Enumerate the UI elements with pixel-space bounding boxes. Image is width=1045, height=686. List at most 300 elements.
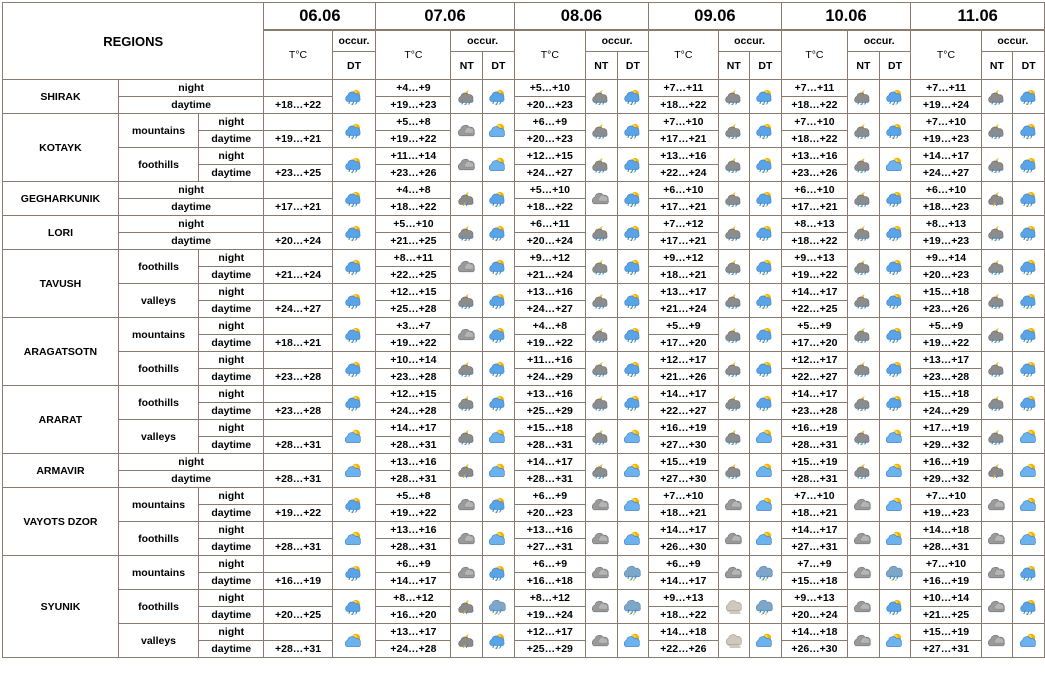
period-label: daytime [199, 131, 264, 148]
temperature-cell: +25…+28 [376, 301, 451, 318]
temperature-cell: +6…+10 [649, 182, 718, 199]
temperature-cell: +18…+22 [649, 607, 718, 624]
rain-cloud-icon [756, 566, 774, 578]
partly-sunny-rain-icon [624, 294, 642, 306]
cloudy-icon [592, 532, 610, 544]
temperature-cell: +28…+31 [376, 471, 451, 488]
partly-sunny-icon [886, 532, 904, 544]
partly-sunny-rain-icon [624, 158, 642, 170]
weather-icon-cell [483, 590, 515, 624]
weather-icon-cell [451, 420, 483, 454]
weather-icon-cell [718, 216, 750, 250]
weather-icon-cell [585, 250, 617, 284]
weather-icon-cell [332, 182, 376, 216]
region-name: SHIRAK [3, 80, 119, 114]
cloudy-icon [725, 532, 743, 544]
temperature-cell: +26…+30 [781, 641, 847, 658]
cloudy-icon [988, 498, 1006, 510]
forecast-row [3, 250, 1045, 267]
partly-sunny-rain-icon [489, 192, 507, 204]
temperature-cell: +13…+16 [781, 148, 847, 165]
temp-header: T°C [264, 30, 332, 80]
weather-icon-cell [332, 250, 376, 284]
temperature-cell: +6…+9 [514, 556, 585, 573]
temperature-cell: +22…+24 [649, 165, 718, 182]
temperature-cell: +19…+23 [376, 97, 451, 114]
partly-cloudy-night-icon [592, 226, 610, 238]
temperature-cell: +18…+22 [649, 97, 718, 114]
temperature-cell: +9…+12 [514, 250, 585, 267]
weather-icon-cell [585, 80, 617, 114]
partly-sunny-rain-icon [1020, 600, 1038, 612]
partly-cloudy-night-icon [592, 158, 610, 170]
forecast-table [2, 2, 1045, 658]
partly-sunny-icon [886, 634, 904, 646]
temperature-cell [264, 386, 332, 403]
subregion-name: foothills [118, 386, 198, 420]
partly-sunny-rain-icon [756, 328, 774, 340]
partly-cloudy-night-icon [458, 226, 476, 238]
temperature-cell: +8…+13 [911, 216, 981, 233]
period-label: night [199, 590, 264, 607]
temperature-cell: +16…+20 [376, 607, 451, 624]
temperature-cell: +28…+31 [911, 539, 981, 556]
partly-cloudy-night-icon [988, 260, 1006, 272]
weather-icon-cell [451, 80, 483, 114]
partly-cloudy-night-icon [854, 124, 872, 136]
nt-header: NT [981, 52, 1013, 80]
partly-cloudy-night-icon [854, 260, 872, 272]
rain-cloud-icon [624, 566, 642, 578]
partly-sunny-icon [1020, 430, 1038, 442]
temperature-cell: +7…+10 [649, 114, 718, 131]
region-name: GEGHARKUNIK [3, 182, 119, 216]
temperature-cell: +14…+18 [911, 522, 981, 539]
temperature-cell: +21…+26 [649, 369, 718, 386]
partly-sunny-rain-icon [886, 90, 904, 102]
partly-sunny-rain-icon [345, 226, 363, 238]
weather-icon-cell [483, 216, 515, 250]
cloudy-icon [458, 328, 476, 340]
partly-sunny-rain-icon [1020, 158, 1038, 170]
weather-icon-cell [718, 284, 750, 318]
weather-icon-cell [718, 318, 750, 352]
partly-cloudy-night-icon [988, 90, 1006, 102]
cloudy-icon [988, 532, 1006, 544]
partly-sunny-rain-icon [756, 294, 774, 306]
dt-header: DT [750, 52, 782, 80]
partly-sunny-icon [886, 430, 904, 442]
forecast-row [3, 80, 1045, 97]
temp-header: T°C [514, 30, 585, 80]
partly-sunny-rain-icon [756, 396, 774, 408]
partly-sunny-icon [489, 430, 507, 442]
cloudy-icon [458, 260, 476, 272]
partly-sunny-icon [756, 634, 774, 646]
date-header: 08.06 [514, 3, 648, 31]
weather-icon-cell [1013, 454, 1045, 488]
partly-sunny-rain-icon [756, 362, 774, 374]
temperature-cell: +9…+14 [911, 250, 981, 267]
weather-icon-cell [718, 182, 750, 216]
weather-icon-cell [718, 352, 750, 386]
partly-sunny-rain-icon [886, 328, 904, 340]
temperature-cell: +27…+31 [911, 641, 981, 658]
temperature-cell: +15…+18 [911, 284, 981, 301]
temperature-cell: +13…+16 [514, 522, 585, 539]
weather-icon-cell [1013, 420, 1045, 454]
weather-icon-cell [981, 284, 1013, 318]
partly-sunny-rain-icon [624, 124, 642, 136]
temperature-cell: +13…+16 [649, 148, 718, 165]
temperature-cell: +15…+19 [781, 454, 847, 471]
weather-icon-cell [879, 352, 911, 386]
temperature-cell: +17…+21 [649, 233, 718, 250]
weather-icon-cell [981, 420, 1013, 454]
weather-icon-cell [750, 420, 782, 454]
weather-icon-cell [451, 352, 483, 386]
weather-icon-cell [451, 114, 483, 148]
weather-icon-cell [981, 556, 1013, 590]
temperature-cell [264, 454, 332, 471]
temperature-cell: +13…+17 [376, 624, 451, 641]
partly-sunny-icon [886, 158, 904, 170]
weather-icon-cell [585, 386, 617, 420]
period-label: daytime [118, 199, 263, 216]
period-label: daytime [199, 369, 264, 386]
temperature-cell: +28…+31 [264, 437, 332, 454]
weather-icon-cell [332, 284, 376, 318]
partly-sunny-rain-icon [1020, 260, 1038, 272]
forecast-row [3, 318, 1045, 335]
partly-sunny-rain-icon [489, 294, 507, 306]
weather-icon-cell [1013, 250, 1045, 284]
partly-sunny-icon [345, 430, 363, 442]
temperature-cell: +21…+25 [376, 233, 451, 250]
weather-icon-cell [585, 182, 617, 216]
partly-cloudy-night-icon [988, 158, 1006, 170]
thunder-night-icon [458, 634, 476, 646]
temperature-cell: +18…+23 [911, 199, 981, 216]
partly-sunny-rain-icon [756, 260, 774, 272]
partly-sunny-icon [886, 464, 904, 476]
weather-icon-cell [617, 114, 649, 148]
temperature-cell: +28…+31 [264, 539, 332, 556]
temperature-cell: +14…+18 [781, 624, 847, 641]
weather-icon-cell [750, 284, 782, 318]
date-header: 07.06 [376, 3, 514, 31]
partly-sunny-rain-icon [345, 192, 363, 204]
period-label: night [199, 318, 264, 335]
temperature-cell: +14…+17 [649, 522, 718, 539]
partly-sunny-rain-icon [489, 260, 507, 272]
temperature-cell: +5…+9 [781, 318, 847, 335]
forecast-row [3, 216, 1045, 233]
partly-sunny-rain-icon [886, 260, 904, 272]
weather-icon-cell [718, 250, 750, 284]
weather-icon-cell [750, 590, 782, 624]
temperature-cell: +7…+10 [911, 556, 981, 573]
weather-icon-cell [981, 114, 1013, 148]
partly-sunny-icon [489, 464, 507, 476]
period-label: daytime [199, 165, 264, 182]
period-label: night [199, 522, 264, 539]
weather-icon-cell [848, 420, 880, 454]
temperature-cell: +6…+9 [376, 556, 451, 573]
temperature-cell: +7…+10 [781, 114, 847, 131]
partly-sunny-icon [624, 464, 642, 476]
weather-icon-cell [617, 420, 649, 454]
weather-icon-cell [718, 488, 750, 522]
temperature-cell: +19…+22 [376, 335, 451, 352]
forecast-row [3, 522, 1045, 539]
weather-icon-cell [617, 318, 649, 352]
occurrence-header: occur. [981, 30, 1044, 52]
weather-icon-cell [617, 624, 649, 658]
partly-cloudy-night-icon [592, 260, 610, 272]
weather-icon-cell [750, 80, 782, 114]
weather-icon-cell [879, 386, 911, 420]
partly-cloudy-night-icon [854, 328, 872, 340]
weather-icon-cell [750, 624, 782, 658]
weather-icon-cell [848, 522, 880, 556]
temperature-cell: +22…+25 [376, 267, 451, 284]
period-label: daytime [199, 607, 264, 624]
weather-icon-cell [1013, 318, 1045, 352]
temperature-cell: +5…+8 [376, 114, 451, 131]
temperature-cell: +22…+27 [649, 403, 718, 420]
weather-icon-cell [483, 148, 515, 182]
weather-icon-cell [585, 590, 617, 624]
forecast-row [3, 556, 1045, 573]
temperature-cell: +16…+18 [514, 573, 585, 590]
temperature-cell: +12…+17 [781, 352, 847, 369]
occurrence-header: occur. [451, 30, 514, 52]
partly-sunny-rain-icon [489, 90, 507, 102]
weather-icon-cell [879, 590, 911, 624]
temperature-cell: +7…+10 [911, 114, 981, 131]
weather-icon-cell [981, 624, 1013, 658]
occurrence-header: occur. [332, 30, 376, 52]
weather-icon-cell [483, 420, 515, 454]
forecast-row [3, 590, 1045, 607]
period-label: daytime [199, 539, 264, 556]
partly-sunny-rain-icon [886, 192, 904, 204]
period-label: daytime [199, 573, 264, 590]
date-header: 09.06 [649, 3, 782, 31]
temperature-cell: +21…+24 [514, 267, 585, 284]
temperature-cell: +28…+31 [781, 437, 847, 454]
subregion-name: foothills [118, 148, 198, 182]
temperature-cell: +5…+8 [376, 488, 451, 505]
temperature-cell: +24…+29 [911, 403, 981, 420]
weather-icon-cell [483, 182, 515, 216]
region-name: VAYOTS DZOR [3, 488, 119, 556]
nt-header: NT [718, 52, 750, 80]
temperature-cell [264, 488, 332, 505]
thunder-night-icon [458, 600, 476, 612]
temperature-cell: +8…+11 [376, 250, 451, 267]
temperature-cell: +16…+19 [264, 573, 332, 590]
cloudy-icon [854, 498, 872, 510]
partly-sunny-rain-icon [345, 90, 363, 102]
partly-sunny-rain-icon [345, 396, 363, 408]
temperature-cell: +12…+17 [649, 352, 718, 369]
weather-icon-cell [718, 148, 750, 182]
partly-sunny-rain-icon [1020, 124, 1038, 136]
partly-cloudy-night-icon [988, 430, 1006, 442]
temperature-cell: +7…+11 [911, 80, 981, 97]
temperature-cell: +18…+22 [781, 131, 847, 148]
occurrence-header: occur. [718, 30, 781, 52]
partly-sunny-rain-icon [345, 498, 363, 510]
weather-icon-cell [848, 488, 880, 522]
temperature-cell: +25…+29 [514, 641, 585, 658]
partly-sunny-icon [1020, 634, 1038, 646]
subregion-name: valleys [118, 284, 198, 318]
subregion-name: valleys [118, 420, 198, 454]
weather-icon-cell [451, 250, 483, 284]
forecast-row [3, 624, 1045, 641]
temperature-cell: +16…+19 [911, 454, 981, 471]
partly-cloudy-night-icon [592, 464, 610, 476]
weather-icon-cell [981, 352, 1013, 386]
weather-icon-cell [848, 284, 880, 318]
temperature-cell: +21…+24 [649, 301, 718, 318]
weather-icon-cell [848, 386, 880, 420]
forecast-row [3, 488, 1045, 505]
weather-icon-cell [879, 318, 911, 352]
temperature-cell: +6…+9 [649, 556, 718, 573]
weather-icon-cell [718, 386, 750, 420]
period-label: daytime [118, 471, 263, 488]
cloudy-icon [592, 498, 610, 510]
temperature-cell: +20…+25 [264, 607, 332, 624]
partly-sunny-rain-icon [624, 90, 642, 102]
weather-icon-cell [617, 182, 649, 216]
temperature-cell: +12…+15 [376, 284, 451, 301]
forecast-row [3, 114, 1045, 131]
partly-cloudy-night-icon [592, 124, 610, 136]
temperature-cell [264, 522, 332, 539]
partly-cloudy-night-icon [988, 124, 1006, 136]
weather-icon-cell [483, 556, 515, 590]
weather-icon-cell [1013, 284, 1045, 318]
weather-icon-cell [981, 522, 1013, 556]
partly-cloudy-night-icon [458, 396, 476, 408]
weather-icon-cell [718, 114, 750, 148]
temperature-cell: +23…+26 [911, 301, 981, 318]
temperature-cell: +11…+16 [514, 352, 585, 369]
thunder-night-icon [458, 192, 476, 204]
weather-icon-cell [332, 114, 376, 148]
weather-icon-cell [1013, 624, 1045, 658]
weather-icon-cell [451, 590, 483, 624]
partly-sunny-rain-icon [886, 226, 904, 238]
period-label: night [118, 454, 263, 471]
partly-sunny-rain-icon [489, 634, 507, 646]
temperature-cell: +13…+16 [376, 522, 451, 539]
period-label: night [199, 250, 264, 267]
nt-header: NT [848, 52, 880, 80]
partly-cloudy-night-icon [725, 430, 743, 442]
temperature-cell: +4…+8 [376, 182, 451, 199]
period-label: daytime [118, 97, 263, 114]
partly-sunny-rain-icon [345, 124, 363, 136]
temperature-cell: +24…+27 [514, 301, 585, 318]
partly-cloudy-night-icon [592, 90, 610, 102]
weather-icon-cell [451, 386, 483, 420]
partly-cloudy-night-icon [458, 294, 476, 306]
partly-sunny-rain-icon [624, 226, 642, 238]
region-name: ARARAT [3, 386, 119, 454]
temperature-cell: +18…+21 [649, 267, 718, 284]
weather-icon-cell [617, 284, 649, 318]
weather-icon-cell [483, 488, 515, 522]
weather-icon-cell [879, 80, 911, 114]
partly-cloudy-night-icon [988, 294, 1006, 306]
weather-icon-cell [1013, 556, 1045, 590]
weather-icon-cell [1013, 182, 1045, 216]
temperature-cell: +3…+7 [376, 318, 451, 335]
weather-icon-cell [617, 250, 649, 284]
partly-sunny-rain-icon [624, 328, 642, 340]
partly-cloudy-night-icon [592, 328, 610, 340]
temperature-cell: +12…+17 [514, 624, 585, 641]
partly-sunny-rain-icon [886, 600, 904, 612]
cloudy-icon [592, 192, 610, 204]
regions-header: REGIONS [3, 3, 264, 80]
temperature-cell: +19…+22 [781, 267, 847, 284]
partly-sunny-rain-icon [756, 90, 774, 102]
weather-icon-cell [718, 590, 750, 624]
temperature-cell: +17…+21 [649, 199, 718, 216]
period-label: daytime [199, 403, 264, 420]
period-label: daytime [199, 505, 264, 522]
weather-icon-cell [483, 284, 515, 318]
temperature-cell: +15…+18 [781, 573, 847, 590]
cloudy-icon [854, 634, 872, 646]
partly-sunny-icon [489, 158, 507, 170]
weather-icon-cell [879, 420, 911, 454]
rain-cloud-icon [756, 600, 774, 612]
weather-icon-cell [981, 250, 1013, 284]
period-label: daytime [199, 335, 264, 352]
temperature-cell: +23…+28 [911, 369, 981, 386]
weather-icon-cell [483, 454, 515, 488]
weather-icon-cell [879, 250, 911, 284]
temperature-cell: +20…+24 [781, 607, 847, 624]
weather-icon-cell [981, 80, 1013, 114]
temperature-cell: +20…+23 [911, 267, 981, 284]
partly-sunny-rain-icon [345, 294, 363, 306]
temperature-cell: +14…+17 [781, 386, 847, 403]
weather-icon-cell [451, 488, 483, 522]
partly-cloudy-night-icon [458, 362, 476, 374]
weather-icon-cell [617, 80, 649, 114]
partly-sunny-icon [624, 430, 642, 442]
weather-icon-cell [451, 624, 483, 658]
temperature-cell: +21…+25 [911, 607, 981, 624]
temperature-cell: +5…+10 [514, 182, 585, 199]
period-label: night [118, 182, 263, 199]
partly-sunny-icon [756, 430, 774, 442]
weather-icon-cell [585, 488, 617, 522]
temperature-cell: +14…+17 [376, 420, 451, 437]
period-label: daytime [199, 437, 264, 454]
forecast-row [3, 284, 1045, 301]
weather-icon-cell [332, 216, 376, 250]
